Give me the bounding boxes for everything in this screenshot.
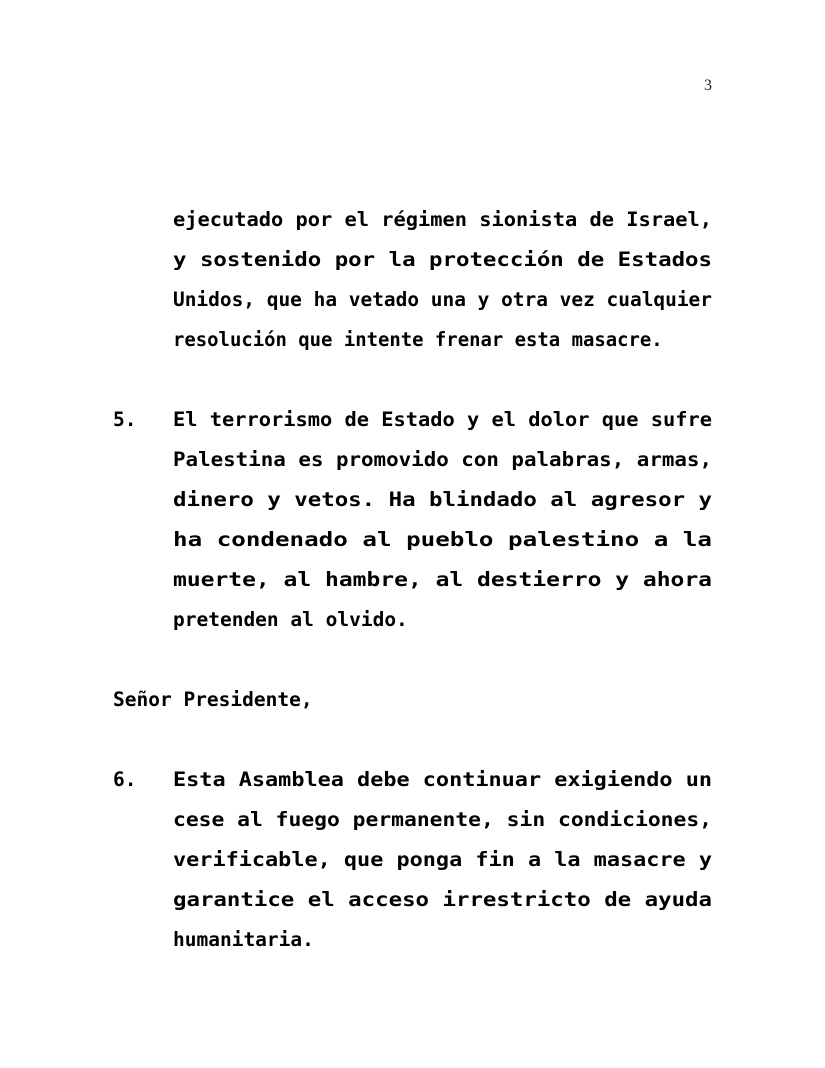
paragraph-6-line-3 xyxy=(113,840,712,880)
paragraph-6-text-1: Esta Asamblea debe continuar exigiendo un xyxy=(173,768,712,791)
paragraph-gap xyxy=(113,640,712,680)
paragraph-6-text-3: verificable, que ponga fin a la masacre y xyxy=(173,848,712,871)
paragraph-4-continuation-line-4 xyxy=(113,320,712,360)
paragraph-5-text-6: pretenden al olvido. xyxy=(173,608,408,631)
paragraph-6-text-5: humanitaria. xyxy=(173,928,314,951)
paragraph-4-continuation-text-2: y sostenido por la protección de Estados xyxy=(173,248,712,271)
paragraph-5-text-4: ha condenado al pueblo palestino a la xyxy=(173,528,712,551)
document-body xyxy=(113,200,712,960)
salutation-senor-presidente-line-1 xyxy=(113,680,712,720)
paragraph-5-text-2: Palestina es promovido con palabras, armas, xyxy=(173,448,712,471)
paragraph-6-marker: 6. xyxy=(113,768,137,791)
paragraph-6-line-2 xyxy=(113,800,712,840)
paragraph-6-text-4: garantice el acceso irrestricto de ayuda xyxy=(173,888,712,911)
paragraph-4-continuation-line-2 xyxy=(113,240,712,280)
paragraph-5-marker: 5. xyxy=(113,408,137,431)
paragraph-6-line-5 xyxy=(113,920,712,960)
page-number: 3 xyxy=(704,77,712,94)
paragraph-5-line-3 xyxy=(113,480,712,520)
paragraph-4-continuation-text-3: Unidos, que ha vetado una y otra vez cualquier xyxy=(173,288,712,311)
paragraph-4-continuation-line-1 xyxy=(113,200,712,240)
salutation-senor-presidente-text-1: Señor Presidente, xyxy=(113,688,313,711)
paragraph-5-line-1 xyxy=(113,400,712,440)
paragraph-5-line-2 xyxy=(113,440,712,480)
paragraph-5-line-4 xyxy=(113,520,712,560)
paragraph-4-continuation-line-3 xyxy=(113,280,712,320)
paragraph-6-line-4 xyxy=(113,880,712,920)
paragraph-6-line-1 xyxy=(113,760,712,800)
paragraph-5-line-5 xyxy=(113,560,712,600)
paragraph-5-text-5: muerte, al hambre, al destierro y ahora xyxy=(173,568,712,591)
paragraph-5-text-3: dinero y vetos. Ha blindado al agresor y xyxy=(173,488,712,511)
paragraph-6-text-2: cese al fuego permanente, sin condiciones, xyxy=(173,808,712,831)
paragraph-gap xyxy=(113,720,712,760)
paragraph-5-text-1: El terrorismo de Estado y el dolor que sufre xyxy=(173,408,712,431)
paragraph-4-continuation-text-1: ejecutado por el régimen sionista de Israel, xyxy=(173,208,712,231)
paragraph-4-continuation-text-4: resolución que intente frenar esta masacre. xyxy=(173,328,663,351)
paragraph-5-line-6 xyxy=(113,600,712,640)
paragraph-gap xyxy=(113,360,712,400)
